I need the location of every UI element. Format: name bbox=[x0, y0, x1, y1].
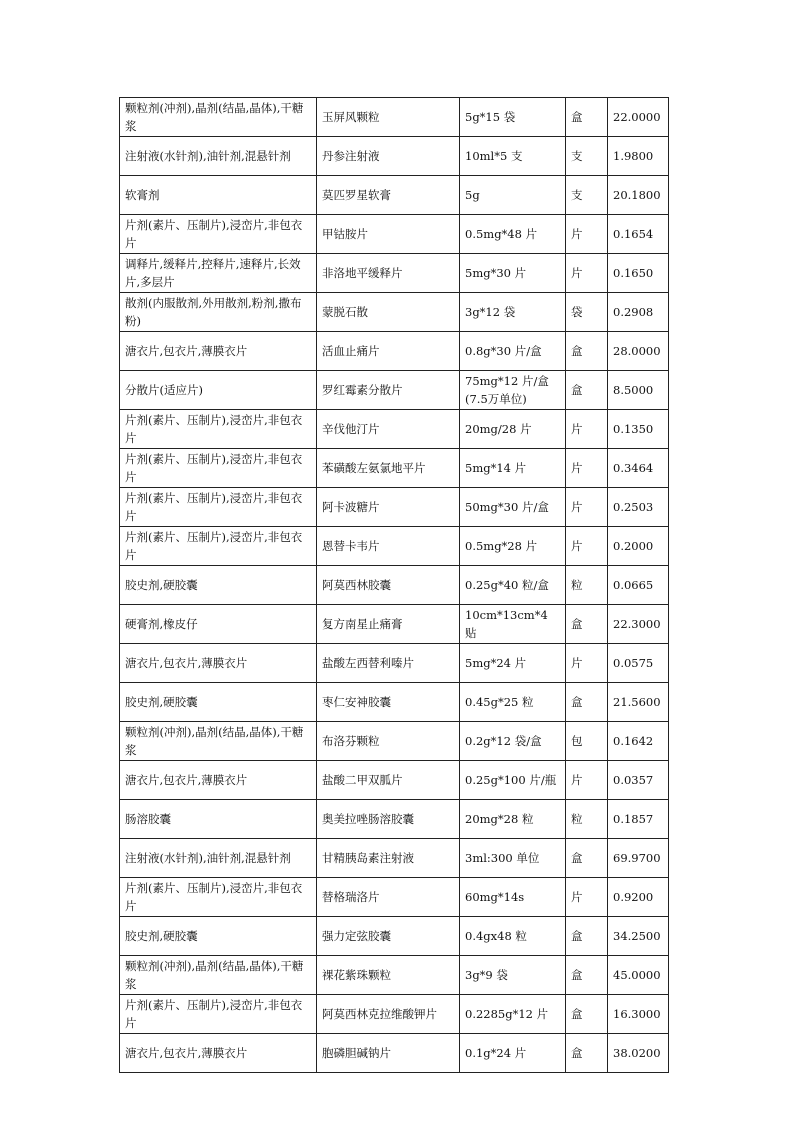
drug-name-cell: 枣仁安神胶囊 bbox=[317, 683, 460, 722]
price-cell: 0.2908 bbox=[608, 293, 669, 332]
unit-cell: 袋 bbox=[566, 293, 608, 332]
table-row bbox=[120, 956, 669, 995]
drug-name-cell: 活血止痛片 bbox=[317, 332, 460, 371]
price-cell: 45.0000 bbox=[608, 956, 669, 995]
price-cell: 0.1654 bbox=[608, 215, 669, 254]
dosage-form-cell: 片剂(素片、压制片),浸峦片,非包衣片 bbox=[120, 995, 317, 1034]
dosage-form-cell: 胶史剂,硬胶囊 bbox=[120, 566, 317, 605]
dosage-form-cell: 软膏剂 bbox=[120, 176, 317, 215]
drug-name-cell: 甘精胰岛素注射液 bbox=[317, 839, 460, 878]
price-cell: 69.9700 bbox=[608, 839, 669, 878]
unit-cell: 盒 bbox=[566, 683, 608, 722]
table-row bbox=[120, 1034, 669, 1073]
drug-name-cell: 莫匹罗星软膏 bbox=[317, 176, 460, 215]
unit-cell: 盒 bbox=[566, 956, 608, 995]
unit-cell: 片 bbox=[566, 449, 608, 488]
table-body bbox=[120, 98, 669, 1073]
unit-cell: 支 bbox=[566, 137, 608, 176]
dosage-form-cell: 胶史剂,硬胶囊 bbox=[120, 917, 317, 956]
unit-cell: 片 bbox=[566, 761, 608, 800]
drug-name-cell: 甲钴胺片 bbox=[317, 215, 460, 254]
dosage-form-cell: 散剂(内服散剂,外用散剂,粉剂,撒布粉) bbox=[120, 293, 317, 332]
drug-name-cell: 非洛地平缓释片 bbox=[317, 254, 460, 293]
specification-cell: 0.2285g*12 片 bbox=[460, 995, 566, 1034]
unit-cell: 片 bbox=[566, 527, 608, 566]
drug-name-cell: 强力定弦胶囊 bbox=[317, 917, 460, 956]
dosage-form-cell: 胶史剂,硬胶囊 bbox=[120, 683, 317, 722]
table-row bbox=[120, 293, 669, 332]
drug-name-cell: 苯磺酸左氨氯地平片 bbox=[317, 449, 460, 488]
unit-cell: 粒 bbox=[566, 800, 608, 839]
dosage-form-cell: 溏衣片,包衣片,薄膜衣片 bbox=[120, 761, 317, 800]
price-cell: 0.1650 bbox=[608, 254, 669, 293]
table-row bbox=[120, 215, 669, 254]
specification-cell: 0.4gx48 粒 bbox=[460, 917, 566, 956]
unit-cell: 粒 bbox=[566, 566, 608, 605]
price-cell: 22.0000 bbox=[608, 98, 669, 137]
unit-cell: 支 bbox=[566, 176, 608, 215]
specification-cell: 0.5mg*48 片 bbox=[460, 215, 566, 254]
price-cell: 22.3000 bbox=[608, 605, 669, 644]
drug-price-table bbox=[119, 97, 669, 1073]
dosage-form-cell: 片剂(素片、压制片),浸峦片,非包衣片 bbox=[120, 449, 317, 488]
specification-cell: 50mg*30 片/盒 bbox=[460, 488, 566, 527]
drug-name-cell: 恩替卡韦片 bbox=[317, 527, 460, 566]
table-row bbox=[120, 683, 669, 722]
drug-name-cell: 蒙脱石散 bbox=[317, 293, 460, 332]
unit-cell: 盒 bbox=[566, 98, 608, 137]
drug-name-cell: 阿卡波糖片 bbox=[317, 488, 460, 527]
price-cell: 20.1800 bbox=[608, 176, 669, 215]
unit-cell: 包 bbox=[566, 722, 608, 761]
table-row bbox=[120, 449, 669, 488]
price-cell: 34.2500 bbox=[608, 917, 669, 956]
specification-cell: 5mg*14 片 bbox=[460, 449, 566, 488]
table-row bbox=[120, 566, 669, 605]
price-cell: 0.0665 bbox=[608, 566, 669, 605]
price-cell: 0.2503 bbox=[608, 488, 669, 527]
table-row bbox=[120, 644, 669, 683]
unit-cell: 盒 bbox=[566, 332, 608, 371]
unit-cell: 盒 bbox=[566, 995, 608, 1034]
drug-name-cell: 复方南星止痛膏 bbox=[317, 605, 460, 644]
unit-cell: 盒 bbox=[566, 371, 608, 410]
price-cell: 1.9800 bbox=[608, 137, 669, 176]
specification-cell: 3g*9 袋 bbox=[460, 956, 566, 995]
dosage-form-cell: 片剂(素片、压制片),浸峦片,非包衣片 bbox=[120, 488, 317, 527]
unit-cell: 片 bbox=[566, 410, 608, 449]
dosage-form-cell: 肠溶胶囊 bbox=[120, 800, 317, 839]
unit-cell: 盒 bbox=[566, 605, 608, 644]
price-cell: 0.1642 bbox=[608, 722, 669, 761]
specification-cell: 5g*15 袋 bbox=[460, 98, 566, 137]
specification-cell: 3ml:300 单位 bbox=[460, 839, 566, 878]
dosage-form-cell: 片剂(素片、压制片),浸峦片,非包衣片 bbox=[120, 527, 317, 566]
table-row bbox=[120, 605, 669, 644]
unit-cell: 片 bbox=[566, 254, 608, 293]
specification-cell: 60mg*14s bbox=[460, 878, 566, 917]
drug-name-cell: 裸花紫珠颗粒 bbox=[317, 956, 460, 995]
specification-cell: 5mg*24 片 bbox=[460, 644, 566, 683]
price-cell: 0.1350 bbox=[608, 410, 669, 449]
dosage-form-cell: 颗粒剂(冲剂),晶剂(结晶,晶体),干糖浆 bbox=[120, 98, 317, 137]
table-row bbox=[120, 176, 669, 215]
table-row bbox=[120, 800, 669, 839]
drug-name-cell: 替格瑞洛片 bbox=[317, 878, 460, 917]
unit-cell: 盒 bbox=[566, 917, 608, 956]
specification-cell: 0.45g*25 粒 bbox=[460, 683, 566, 722]
specification-cell: 0.2g*12 袋/盒 bbox=[460, 722, 566, 761]
unit-cell: 盒 bbox=[566, 1034, 608, 1073]
specification-cell: 0.25g*40 粒/盒 bbox=[460, 566, 566, 605]
table-row bbox=[120, 137, 669, 176]
price-cell: 0.2000 bbox=[608, 527, 669, 566]
unit-cell: 片 bbox=[566, 215, 608, 254]
specification-cell: 0.1g*24 片 bbox=[460, 1034, 566, 1073]
price-cell: 16.3000 bbox=[608, 995, 669, 1034]
specification-cell: 0.25g*100 片/瓶 bbox=[460, 761, 566, 800]
specification-cell: 0.5mg*28 片 bbox=[460, 527, 566, 566]
table-row bbox=[120, 839, 669, 878]
table-row bbox=[120, 878, 669, 917]
drug-name-cell: 奥美拉唑肠溶胶囊 bbox=[317, 800, 460, 839]
drug-name-cell: 胞磷胆碱钠片 bbox=[317, 1034, 460, 1073]
dosage-form-cell: 注射液(水针剂),油针剂,混悬针剂 bbox=[120, 839, 317, 878]
drug-name-cell: 盐酸左西替利嗪片 bbox=[317, 644, 460, 683]
dosage-form-cell: 调释片,缓释片,控释片,速释片,长效片,多层片 bbox=[120, 254, 317, 293]
table-row bbox=[120, 254, 669, 293]
drug-name-cell: 玉屏风颗粒 bbox=[317, 98, 460, 137]
drug-name-cell: 丹参注射液 bbox=[317, 137, 460, 176]
unit-cell: 盒 bbox=[566, 839, 608, 878]
dosage-form-cell: 分散片(适应片) bbox=[120, 371, 317, 410]
table-row bbox=[120, 332, 669, 371]
dosage-form-cell: 溏衣片,包衣片,薄膜衣片 bbox=[120, 644, 317, 683]
specification-cell: 10ml*5 支 bbox=[460, 137, 566, 176]
specification-cell: 5mg*30 片 bbox=[460, 254, 566, 293]
specification-cell: 10cm*13cm*4 贴 bbox=[460, 605, 566, 644]
price-cell: 0.0357 bbox=[608, 761, 669, 800]
unit-cell: 片 bbox=[566, 878, 608, 917]
table-row bbox=[120, 995, 669, 1034]
table-row bbox=[120, 98, 669, 137]
price-cell: 0.1857 bbox=[608, 800, 669, 839]
price-cell: 28.0000 bbox=[608, 332, 669, 371]
table-row bbox=[120, 488, 669, 527]
dosage-form-cell: 硬膏剂,橡皮仔 bbox=[120, 605, 317, 644]
table-row bbox=[120, 917, 669, 956]
dosage-form-cell: 片剂(素片、压制片),浸峦片,非包衣片 bbox=[120, 215, 317, 254]
table-row bbox=[120, 722, 669, 761]
specification-cell: 20mg/28 片 bbox=[460, 410, 566, 449]
price-cell: 8.5000 bbox=[608, 371, 669, 410]
price-cell: 0.3464 bbox=[608, 449, 669, 488]
dosage-form-cell: 溏衣片,包衣片,薄膜衣片 bbox=[120, 332, 317, 371]
specification-cell: 0.8g*30 片/盒 bbox=[460, 332, 566, 371]
price-cell: 0.9200 bbox=[608, 878, 669, 917]
dosage-form-cell: 片剂(素片、压制片),浸峦片,非包衣片 bbox=[120, 410, 317, 449]
specification-cell: 5g bbox=[460, 176, 566, 215]
drug-name-cell: 阿莫西林胶囊 bbox=[317, 566, 460, 605]
drug-name-cell: 阿莫西林克拉维酸钾片 bbox=[317, 995, 460, 1034]
drug-name-cell: 辛伐他汀片 bbox=[317, 410, 460, 449]
price-cell: 0.0575 bbox=[608, 644, 669, 683]
table-row bbox=[120, 410, 669, 449]
drug-name-cell: 盐酸二甲双胍片 bbox=[317, 761, 460, 800]
dosage-form-cell: 颗粒剂(冲剂),晶剂(结晶,晶体),干糖浆 bbox=[120, 956, 317, 995]
dosage-form-cell: 注射液(水针剂),油针剂,混悬针剂 bbox=[120, 137, 317, 176]
price-cell: 21.5600 bbox=[608, 683, 669, 722]
drug-name-cell: 布洛芬颗粒 bbox=[317, 722, 460, 761]
table-row bbox=[120, 527, 669, 566]
drug-name-cell: 罗红霉素分散片 bbox=[317, 371, 460, 410]
specification-cell: 3g*12 袋 bbox=[460, 293, 566, 332]
table-row bbox=[120, 371, 669, 410]
unit-cell: 片 bbox=[566, 488, 608, 527]
specification-cell: 20mg*28 粒 bbox=[460, 800, 566, 839]
price-cell: 38.0200 bbox=[608, 1034, 669, 1073]
dosage-form-cell: 片剂(素片、压制片),浸峦片,非包衣片 bbox=[120, 878, 317, 917]
table-row bbox=[120, 761, 669, 800]
dosage-form-cell: 溏衣片,包衣片,薄膜衣片 bbox=[120, 1034, 317, 1073]
dosage-form-cell: 颗粒剂(冲剂),晶剂(结晶,晶体),干糖浆 bbox=[120, 722, 317, 761]
specification-cell: 75mg*12 片/盒(7.5万单位) bbox=[460, 371, 566, 410]
unit-cell: 片 bbox=[566, 644, 608, 683]
